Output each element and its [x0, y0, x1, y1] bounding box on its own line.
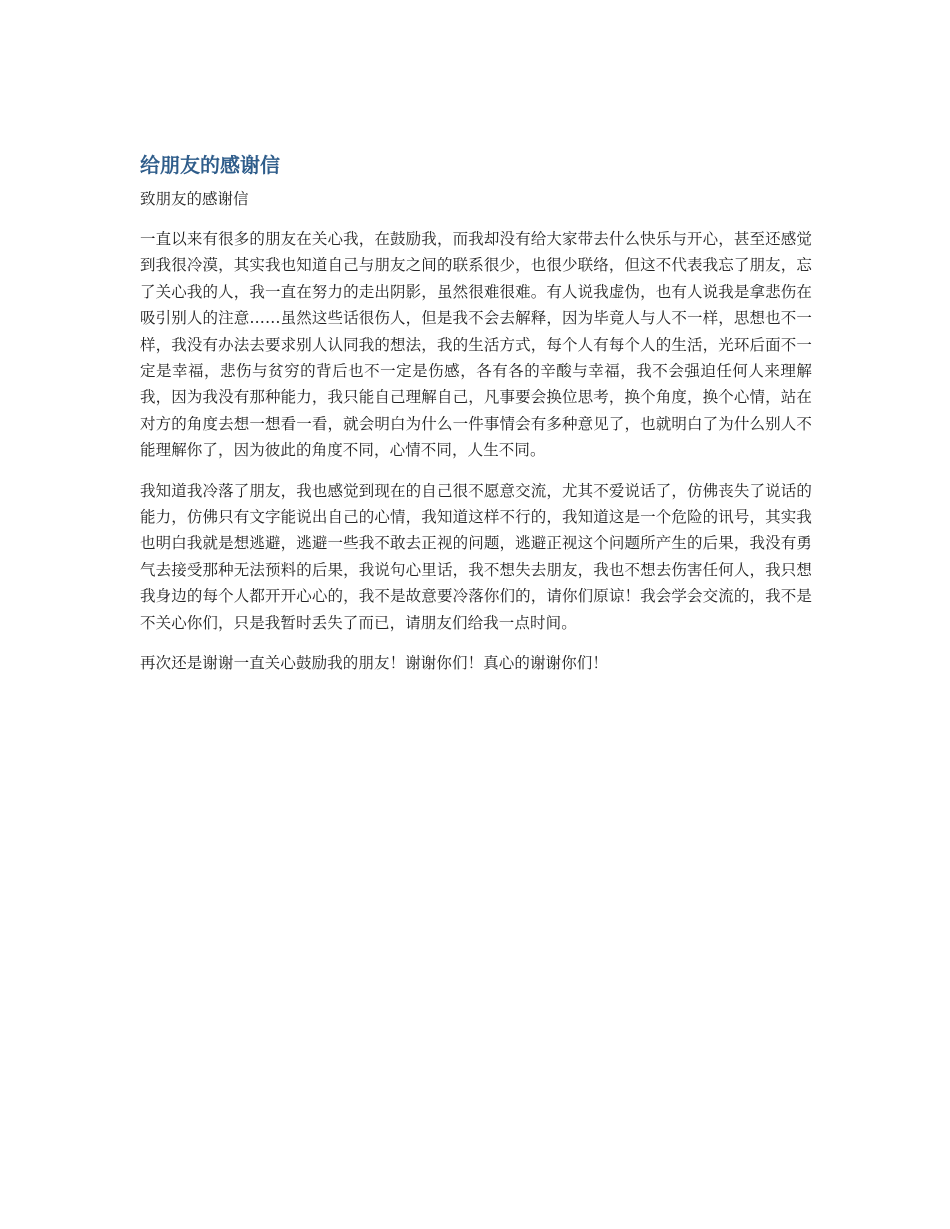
paragraph-1: 一直以来有很多的朋友在关心我，在鼓励我，而我却没有给大家带去什么快乐与开心，甚至还感觉到我很冷漠，其实我也知道自己与朋友之间的联系很少，也很少联络，但这不代表我忘了朋友，忘了关心我的人，我一直在努力的走出阴影，虽然很难很难。有人说我虚伪，也有人说我是拿悲伤在吸引别人的注意……虽然这些话很伤人，但是我不会去解释，因为毕竟人与人不一样，思想也不一样，我没有办法去要求别人认同我的想法，我的生活方式，每个人有每个人的生活，光环后面不一定是幸福，悲伤与贫穷的背后也不一定是伤感，各有各的辛酸与幸福，我不会强迫任何人来理解我，因为我没有那种能力，我只能自己理解自己，凡事要会换位思考，换个角度，换个心情，站在对方的角度去想一想看一看，就会明白为什么一件事情会有多种意见了，也就明白了为什么别人不能理解你了，因为彼此的角度不同，心情不同，人生不同。 [140, 230, 812, 460]
document-body [140, 150, 812, 691]
document-subtitle: 致朋友的感谢信 [140, 190, 249, 208]
paragraph-2: 我知道我冷落了朋友，我也感觉到现在的自己很不愿意交流，尤其不爱说话了，仿佛丧失了说话的能力，仿佛只有文字能说出自己的心情，我知道这样不行的，我知道这是一个危险的讯号，其实我也明白我就是想逃避，逃避一些我不敢去正视的问题，逃避正视这个问题所产生的后果，我没有勇气去接受那种无法预料的后果，我说句心里话，我不想失去朋友，我也不想去伤害任何人，我只想我身边的每个人都开开心心的，我不是故意要冷落你们的，请你们原谅！我会学会交流的，我不是不关心你们，只是我暂时丢失了而已，请朋友们给我一点时间。 [140, 481, 812, 632]
paragraph-3: 再次还是谢谢一直关心鼓励我的朋友！谢谢你们！真心的谢谢你们！ [140, 654, 609, 673]
document-title: 给朋友的感谢信 [140, 153, 280, 177]
